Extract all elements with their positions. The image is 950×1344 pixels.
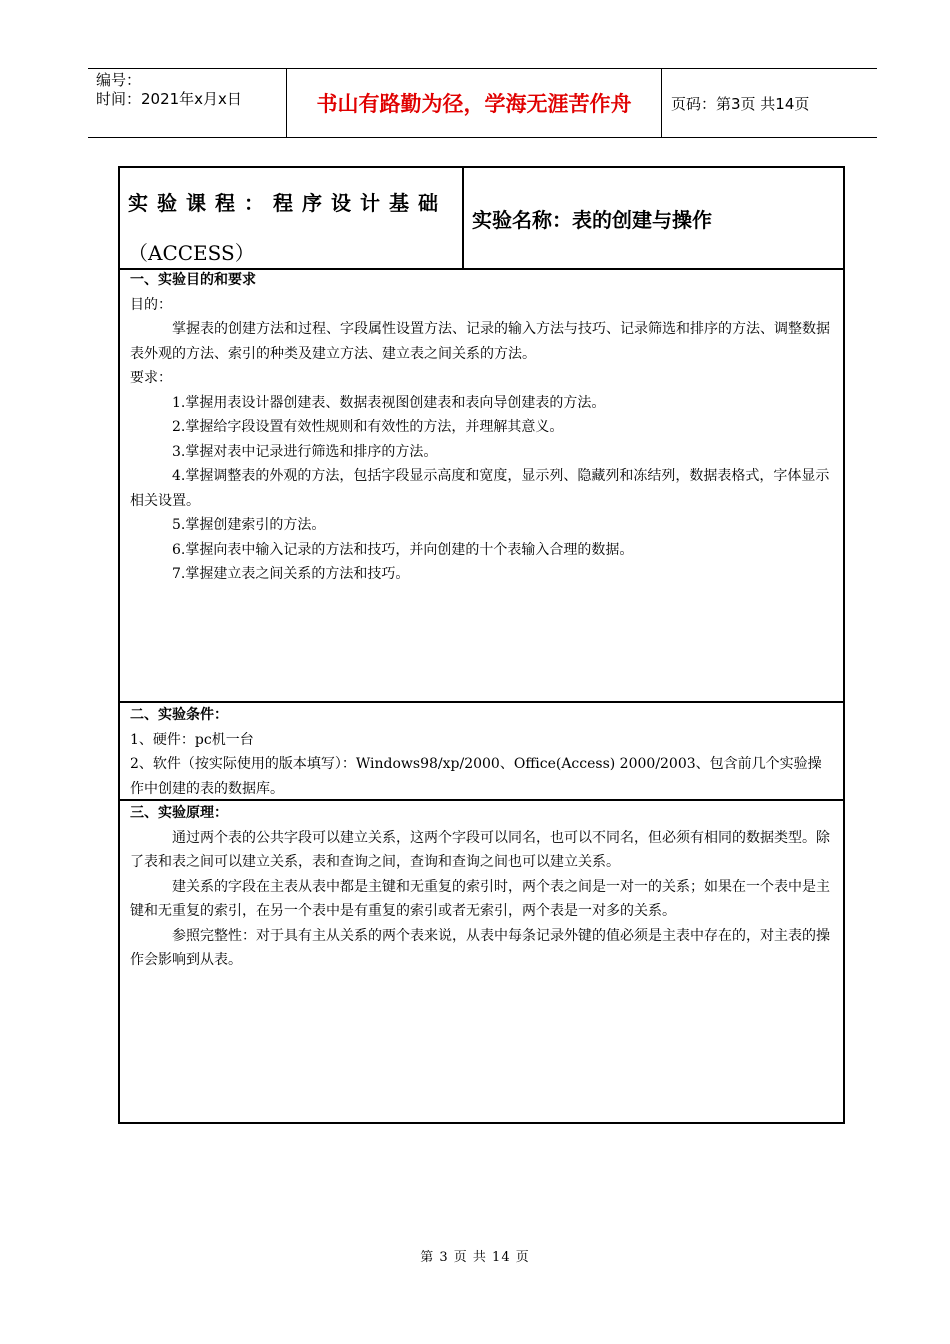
- paragraph: 建关系的字段在主表从表中都是主键和无重复的索引时，两个表之间是一对一的关系；如果在一个表中是主键和无重复的索引，在另一个表中是有重复的索引或者无索引，两个表是一对多的关系。: [130, 878, 830, 919]
- list-item: 2.掌握给字段设置有效性规则和有效性的方法，并理解其意义。: [172, 419, 564, 435]
- purpose-text: 掌握表的创建方法和过程、字段属性设置方法、记录的输入方法与技巧、记录筛选和排序的方法、调整数据表外观的方法、索引的种类及建立方法、建立表之间关系的方法。: [130, 321, 830, 362]
- section-heading: 二、实验条件：: [130, 707, 228, 723]
- time-label: 时间：2021年x月x日: [96, 90, 242, 108]
- list-item: 1.掌握用表设计器创建表、数据表视图创建表和表向导创建表的方法。: [172, 394, 606, 411]
- header-motto: 书山有路勤为径，学海无涯苦作舟: [287, 69, 662, 137]
- section-principles: [120, 801, 843, 1122]
- paragraph: 参照完整性：对于具有主从关系的两个表来说，从表中每条记录外键的值必须是主表中存在的，对主表的操作会影响到从表。: [130, 927, 830, 968]
- software-text: 2、软件（按实际使用的版本填写）：Windows98/xp/2000、Office(Access) 2000/2003、包含前几个实验操作中创建的表的数据库。: [130, 756, 822, 797]
- section-heading: 一、实验目的和要求: [130, 272, 256, 288]
- paragraph: 通过两个表的公共字段可以建立关系，这两个字段可以同名，也可以不同名，但必须有相同的数据类型。除了表和表之间可以建立关系，表和查询之间，查询和查询之间也可以建立关系。: [130, 829, 830, 870]
- hardware-text: 1、硬件：pc机一台: [130, 731, 254, 748]
- course-subtitle: （ACCESS）: [128, 241, 255, 265]
- requirements-label: 要求：: [130, 370, 172, 386]
- purpose-label: 目的：: [130, 296, 172, 313]
- course-cell: [120, 168, 464, 268]
- experiment-name: 实验名称：表的创建与操作: [472, 207, 712, 232]
- section-purpose: [120, 268, 843, 703]
- section-heading: 三、实验原理：: [130, 805, 228, 821]
- title-row: [120, 168, 843, 270]
- page-footer: 第 3 页 共 14 页: [420, 1250, 530, 1265]
- experiment-form: [118, 166, 845, 1124]
- list-item: 7.掌握建立表之间关系的方法和技巧。: [172, 566, 410, 582]
- header-page-info: 页码：第3页 共14页: [671, 94, 810, 113]
- section-conditions: [120, 703, 843, 801]
- list-item: 4.掌握调整表的外观的方法，包括字段显示高度和宽度，显示列、隐藏列和冻结列，数据表格式，字体显示相关设置。: [130, 468, 830, 509]
- header-meta: [88, 69, 287, 137]
- number-label: 编号：: [96, 71, 142, 89]
- page-header: [88, 68, 877, 138]
- list-item: 5.掌握创建索引的方法。: [172, 517, 326, 533]
- list-item: 6.掌握向表中输入记录的方法和技巧，并向创建的十个表输入合理的数据。: [172, 541, 634, 558]
- list-item: 3.掌握对表中记录进行筛选和排序的方法。: [172, 443, 438, 460]
- course-title: 实验课程：程序设计基础: [128, 191, 447, 215]
